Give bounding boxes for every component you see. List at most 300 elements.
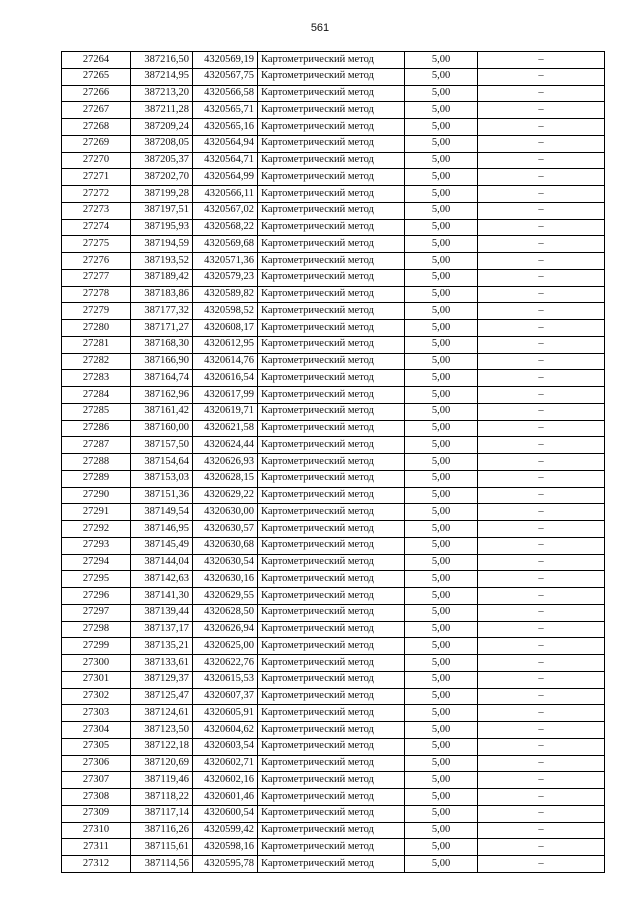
point-number-cell: 27296 (62, 588, 131, 605)
description-cell: – (478, 370, 605, 387)
description-cell: – (478, 705, 605, 722)
accuracy-cell: 5,00 (405, 219, 478, 236)
description-cell: – (478, 102, 605, 119)
table-row (62, 169, 605, 186)
coordinates-table (61, 51, 605, 873)
description-cell: – (478, 521, 605, 538)
y-coordinate-cell: 4320602,16 (193, 772, 258, 789)
x-coordinate-cell: 387123,50 (131, 722, 193, 739)
description-cell: – (478, 403, 605, 420)
table-row (62, 336, 605, 353)
description-cell: – (478, 152, 605, 169)
x-coordinate-cell: 387162,96 (131, 387, 193, 404)
description-cell: – (478, 454, 605, 471)
description-cell: – (478, 387, 605, 404)
point-number-cell: 27271 (62, 169, 131, 186)
x-coordinate-cell: 387120,69 (131, 755, 193, 772)
table-row (62, 320, 605, 337)
method-cell: Картометрический метод (258, 722, 405, 739)
y-coordinate-cell: 4320568,22 (193, 219, 258, 236)
table-row (62, 671, 605, 688)
table-row (62, 186, 605, 203)
method-cell: Картометрический метод (258, 789, 405, 806)
description-cell: – (478, 638, 605, 655)
x-coordinate-cell: 387160,00 (131, 420, 193, 437)
accuracy-cell: 5,00 (405, 521, 478, 538)
point-number-cell: 27307 (62, 772, 131, 789)
accuracy-cell: 5,00 (405, 655, 478, 672)
accuracy-cell: 5,00 (405, 705, 478, 722)
table-row (62, 470, 605, 487)
point-number-cell: 27277 (62, 269, 131, 286)
table-row (62, 102, 605, 119)
y-coordinate-cell: 4320566,58 (193, 85, 258, 102)
point-number-cell: 27294 (62, 554, 131, 571)
method-cell: Картометрический метод (258, 119, 405, 136)
x-coordinate-cell: 387209,24 (131, 119, 193, 136)
accuracy-cell: 5,00 (405, 135, 478, 152)
y-coordinate-cell: 4320630,57 (193, 521, 258, 538)
x-coordinate-cell: 387161,42 (131, 403, 193, 420)
point-number-cell: 27305 (62, 738, 131, 755)
y-coordinate-cell: 4320579,23 (193, 269, 258, 286)
table-row (62, 286, 605, 303)
accuracy-cell: 5,00 (405, 152, 478, 169)
accuracy-cell: 5,00 (405, 454, 478, 471)
y-coordinate-cell: 4320617,99 (193, 387, 258, 404)
method-cell: Картометрический метод (258, 437, 405, 454)
point-number-cell: 27290 (62, 487, 131, 504)
point-number-cell: 27295 (62, 571, 131, 588)
point-number-cell: 27265 (62, 68, 131, 85)
method-cell: Картометрический метод (258, 755, 405, 772)
y-coordinate-cell: 4320567,75 (193, 68, 258, 85)
x-coordinate-cell: 387202,70 (131, 169, 193, 186)
description-cell: – (478, 805, 605, 822)
table-row (62, 504, 605, 521)
table-row (62, 521, 605, 538)
description-cell: – (478, 269, 605, 286)
y-coordinate-cell: 4320565,71 (193, 102, 258, 119)
description-cell: – (478, 839, 605, 856)
description-cell: – (478, 655, 605, 672)
y-coordinate-cell: 4320616,54 (193, 370, 258, 387)
x-coordinate-cell: 387183,86 (131, 286, 193, 303)
point-number-cell: 27298 (62, 621, 131, 638)
table-row (62, 805, 605, 822)
accuracy-cell: 5,00 (405, 186, 478, 203)
method-cell: Картометрический метод (258, 688, 405, 705)
coordinates-table-body (62, 52, 605, 873)
accuracy-cell: 5,00 (405, 269, 478, 286)
point-number-cell: 27311 (62, 839, 131, 856)
description-cell: – (478, 169, 605, 186)
point-number-cell: 27275 (62, 236, 131, 253)
y-coordinate-cell: 4320569,19 (193, 52, 258, 69)
description-cell: – (478, 303, 605, 320)
description-cell: – (478, 571, 605, 588)
y-coordinate-cell: 4320605,91 (193, 705, 258, 722)
table-row (62, 85, 605, 102)
table-row (62, 454, 605, 471)
description-cell: – (478, 320, 605, 337)
accuracy-cell: 5,00 (405, 403, 478, 420)
description-cell: – (478, 119, 605, 136)
x-coordinate-cell: 387211,28 (131, 102, 193, 119)
y-coordinate-cell: 4320607,37 (193, 688, 258, 705)
method-cell: Картометрический метод (258, 336, 405, 353)
x-coordinate-cell: 387149,54 (131, 504, 193, 521)
point-number-cell: 27289 (62, 470, 131, 487)
page-number: 561 (310, 22, 330, 34)
accuracy-cell: 5,00 (405, 52, 478, 69)
accuracy-cell: 5,00 (405, 554, 478, 571)
accuracy-cell: 5,00 (405, 85, 478, 102)
x-coordinate-cell: 387119,46 (131, 772, 193, 789)
description-cell: – (478, 219, 605, 236)
y-coordinate-cell: 4320564,99 (193, 169, 258, 186)
x-coordinate-cell: 387125,47 (131, 688, 193, 705)
accuracy-cell: 5,00 (405, 286, 478, 303)
point-number-cell: 27288 (62, 454, 131, 471)
table-row (62, 269, 605, 286)
description-cell: – (478, 437, 605, 454)
y-coordinate-cell: 4320614,76 (193, 353, 258, 370)
x-coordinate-cell: 387189,42 (131, 269, 193, 286)
method-cell: Картометрический метод (258, 403, 405, 420)
accuracy-cell: 5,00 (405, 487, 478, 504)
table-row (62, 370, 605, 387)
table-row (62, 738, 605, 755)
y-coordinate-cell: 4320598,16 (193, 839, 258, 856)
accuracy-cell: 5,00 (405, 387, 478, 404)
y-coordinate-cell: 4320608,17 (193, 320, 258, 337)
point-number-cell: 27293 (62, 537, 131, 554)
description-cell: – (478, 135, 605, 152)
method-cell: Картометрический метод (258, 219, 405, 236)
accuracy-cell: 5,00 (405, 102, 478, 119)
method-cell: Картометрический метод (258, 387, 405, 404)
method-cell: Картометрический метод (258, 68, 405, 85)
point-number-cell: 27301 (62, 671, 131, 688)
method-cell: Картометрический метод (258, 705, 405, 722)
table-row (62, 219, 605, 236)
table-row (62, 537, 605, 554)
x-coordinate-cell: 387129,37 (131, 671, 193, 688)
x-coordinate-cell: 387168,30 (131, 336, 193, 353)
accuracy-cell: 5,00 (405, 805, 478, 822)
accuracy-cell: 5,00 (405, 688, 478, 705)
x-coordinate-cell: 387137,17 (131, 621, 193, 638)
method-cell: Картометрический метод (258, 353, 405, 370)
description-cell: – (478, 236, 605, 253)
table-row (62, 655, 605, 672)
description-cell: – (478, 688, 605, 705)
point-number-cell: 27304 (62, 722, 131, 739)
point-number-cell: 27267 (62, 102, 131, 119)
table-row (62, 822, 605, 839)
method-cell: Картометрический метод (258, 286, 405, 303)
x-coordinate-cell: 387199,28 (131, 186, 193, 203)
point-number-cell: 27276 (62, 253, 131, 270)
method-cell: Картометрический метод (258, 839, 405, 856)
table-row (62, 722, 605, 739)
y-coordinate-cell: 4320567,02 (193, 202, 258, 219)
y-coordinate-cell: 4320566,11 (193, 186, 258, 203)
method-cell: Картометрический метод (258, 571, 405, 588)
point-number-cell: 27309 (62, 805, 131, 822)
description-cell: – (478, 253, 605, 270)
accuracy-cell: 5,00 (405, 588, 478, 605)
method-cell: Картометрический метод (258, 537, 405, 554)
y-coordinate-cell: 4320602,71 (193, 755, 258, 772)
method-cell: Картометрический метод (258, 186, 405, 203)
accuracy-cell: 5,00 (405, 822, 478, 839)
method-cell: Картометрический метод (258, 621, 405, 638)
y-coordinate-cell: 4320630,54 (193, 554, 258, 571)
x-coordinate-cell: 387208,05 (131, 135, 193, 152)
point-number-cell: 27285 (62, 403, 131, 420)
method-cell: Картометрический метод (258, 236, 405, 253)
table-row (62, 554, 605, 571)
y-coordinate-cell: 4320612,95 (193, 336, 258, 353)
description-cell: – (478, 822, 605, 839)
y-coordinate-cell: 4320619,71 (193, 403, 258, 420)
table-row (62, 856, 605, 873)
point-number-cell: 27269 (62, 135, 131, 152)
point-number-cell: 27287 (62, 437, 131, 454)
table-row (62, 52, 605, 69)
table-row (62, 152, 605, 169)
point-number-cell: 27281 (62, 336, 131, 353)
x-coordinate-cell: 387117,14 (131, 805, 193, 822)
description-cell: – (478, 588, 605, 605)
method-cell: Картометрический метод (258, 85, 405, 102)
y-coordinate-cell: 4320629,55 (193, 588, 258, 605)
table-row (62, 839, 605, 856)
table-row (62, 571, 605, 588)
y-coordinate-cell: 4320629,22 (193, 487, 258, 504)
y-coordinate-cell: 4320589,82 (193, 286, 258, 303)
point-number-cell: 27264 (62, 52, 131, 69)
point-number-cell: 27268 (62, 119, 131, 136)
y-coordinate-cell: 4320564,94 (193, 135, 258, 152)
x-coordinate-cell: 387133,61 (131, 655, 193, 672)
point-number-cell: 27282 (62, 353, 131, 370)
point-number-cell: 27266 (62, 85, 131, 102)
x-coordinate-cell: 387193,52 (131, 253, 193, 270)
x-coordinate-cell: 387116,26 (131, 822, 193, 839)
method-cell: Картометрический метод (258, 822, 405, 839)
description-cell: – (478, 470, 605, 487)
x-coordinate-cell: 387142,63 (131, 571, 193, 588)
method-cell: Картометрический метод (258, 588, 405, 605)
table-row (62, 437, 605, 454)
accuracy-cell: 5,00 (405, 772, 478, 789)
point-number-cell: 27299 (62, 638, 131, 655)
method-cell: Картометрический метод (258, 738, 405, 755)
description-cell: – (478, 353, 605, 370)
method-cell: Картометрический метод (258, 487, 405, 504)
point-number-cell: 27302 (62, 688, 131, 705)
accuracy-cell: 5,00 (405, 119, 478, 136)
x-coordinate-cell: 387139,44 (131, 604, 193, 621)
x-coordinate-cell: 387122,18 (131, 738, 193, 755)
table-row (62, 638, 605, 655)
description-cell: – (478, 738, 605, 755)
description-cell: – (478, 621, 605, 638)
y-coordinate-cell: 4320595,78 (193, 856, 258, 873)
x-coordinate-cell: 387195,93 (131, 219, 193, 236)
accuracy-cell: 5,00 (405, 604, 478, 621)
description-cell: – (478, 755, 605, 772)
table-row (62, 604, 605, 621)
accuracy-cell: 5,00 (405, 320, 478, 337)
x-coordinate-cell: 387115,61 (131, 839, 193, 856)
accuracy-cell: 5,00 (405, 722, 478, 739)
description-cell: – (478, 554, 605, 571)
table-row (62, 755, 605, 772)
accuracy-cell: 5,00 (405, 638, 478, 655)
description-cell: – (478, 202, 605, 219)
x-coordinate-cell: 387124,61 (131, 705, 193, 722)
y-coordinate-cell: 4320630,00 (193, 504, 258, 521)
y-coordinate-cell: 4320626,94 (193, 621, 258, 638)
y-coordinate-cell: 4320604,62 (193, 722, 258, 739)
description-cell: – (478, 52, 605, 69)
table-row (62, 236, 605, 253)
y-coordinate-cell: 4320569,68 (193, 236, 258, 253)
table-row (62, 487, 605, 504)
method-cell: Картометрический метод (258, 303, 405, 320)
accuracy-cell: 5,00 (405, 169, 478, 186)
point-number-cell: 27300 (62, 655, 131, 672)
accuracy-cell: 5,00 (405, 68, 478, 85)
x-coordinate-cell: 387177,32 (131, 303, 193, 320)
x-coordinate-cell: 387214,95 (131, 68, 193, 85)
description-cell: – (478, 604, 605, 621)
description-cell: – (478, 487, 605, 504)
method-cell: Картометрический метод (258, 856, 405, 873)
method-cell: Картометрический метод (258, 102, 405, 119)
method-cell: Картометрический метод (258, 805, 405, 822)
accuracy-cell: 5,00 (405, 202, 478, 219)
description-cell: – (478, 537, 605, 554)
method-cell: Картометрический метод (258, 152, 405, 169)
accuracy-cell: 5,00 (405, 755, 478, 772)
method-cell: Картометрический метод (258, 370, 405, 387)
point-number-cell: 27279 (62, 303, 131, 320)
method-cell: Картометрический метод (258, 420, 405, 437)
point-number-cell: 27297 (62, 604, 131, 621)
method-cell: Картометрический метод (258, 135, 405, 152)
table-row (62, 68, 605, 85)
y-coordinate-cell: 4320625,00 (193, 638, 258, 655)
x-coordinate-cell: 387166,90 (131, 353, 193, 370)
accuracy-cell: 5,00 (405, 571, 478, 588)
point-number-cell: 27303 (62, 705, 131, 722)
y-coordinate-cell: 4320626,93 (193, 454, 258, 471)
x-coordinate-cell: 387194,59 (131, 236, 193, 253)
table-row (62, 688, 605, 705)
table-row (62, 789, 605, 806)
point-number-cell: 27274 (62, 219, 131, 236)
accuracy-cell: 5,00 (405, 856, 478, 873)
x-coordinate-cell: 387213,20 (131, 85, 193, 102)
description-cell: – (478, 85, 605, 102)
point-number-cell: 27286 (62, 420, 131, 437)
point-number-cell: 27273 (62, 202, 131, 219)
x-coordinate-cell: 387157,50 (131, 437, 193, 454)
point-number-cell: 27306 (62, 755, 131, 772)
x-coordinate-cell: 387171,27 (131, 320, 193, 337)
table-row (62, 420, 605, 437)
point-number-cell: 27280 (62, 320, 131, 337)
y-coordinate-cell: 4320601,46 (193, 789, 258, 806)
accuracy-cell: 5,00 (405, 336, 478, 353)
x-coordinate-cell: 387151,36 (131, 487, 193, 504)
point-number-cell: 27308 (62, 789, 131, 806)
description-cell: – (478, 504, 605, 521)
x-coordinate-cell: 387144,04 (131, 554, 193, 571)
table-row (62, 588, 605, 605)
accuracy-cell: 5,00 (405, 621, 478, 638)
table-row (62, 705, 605, 722)
description-cell: – (478, 772, 605, 789)
method-cell: Картометрический метод (258, 671, 405, 688)
method-cell: Картометрический метод (258, 772, 405, 789)
y-coordinate-cell: 4320628,15 (193, 470, 258, 487)
table-row (62, 135, 605, 152)
method-cell: Картометрический метод (258, 470, 405, 487)
point-number-cell: 27270 (62, 152, 131, 169)
table-row (62, 621, 605, 638)
point-number-cell: 27312 (62, 856, 131, 873)
y-coordinate-cell: 4320630,16 (193, 571, 258, 588)
description-cell: – (478, 671, 605, 688)
y-coordinate-cell: 4320564,71 (193, 152, 258, 169)
y-coordinate-cell: 4320615,53 (193, 671, 258, 688)
accuracy-cell: 5,00 (405, 839, 478, 856)
description-cell: – (478, 789, 605, 806)
accuracy-cell: 5,00 (405, 236, 478, 253)
point-number-cell: 27292 (62, 521, 131, 538)
table-row (62, 253, 605, 270)
accuracy-cell: 5,00 (405, 470, 478, 487)
method-cell: Картометрический метод (258, 52, 405, 69)
x-coordinate-cell: 387141,30 (131, 588, 193, 605)
x-coordinate-cell: 387216,50 (131, 52, 193, 69)
method-cell: Картометрический метод (258, 521, 405, 538)
accuracy-cell: 5,00 (405, 353, 478, 370)
y-coordinate-cell: 4320622,76 (193, 655, 258, 672)
accuracy-cell: 5,00 (405, 437, 478, 454)
description-cell: – (478, 186, 605, 203)
description-cell: – (478, 722, 605, 739)
accuracy-cell: 5,00 (405, 671, 478, 688)
y-coordinate-cell: 4320571,36 (193, 253, 258, 270)
description-cell: – (478, 336, 605, 353)
point-number-cell: 27284 (62, 387, 131, 404)
x-coordinate-cell: 387135,21 (131, 638, 193, 655)
accuracy-cell: 5,00 (405, 370, 478, 387)
y-coordinate-cell: 4320630,68 (193, 537, 258, 554)
point-number-cell: 27291 (62, 504, 131, 521)
point-number-cell: 27278 (62, 286, 131, 303)
accuracy-cell: 5,00 (405, 738, 478, 755)
method-cell: Картометрический метод (258, 269, 405, 286)
accuracy-cell: 5,00 (405, 303, 478, 320)
